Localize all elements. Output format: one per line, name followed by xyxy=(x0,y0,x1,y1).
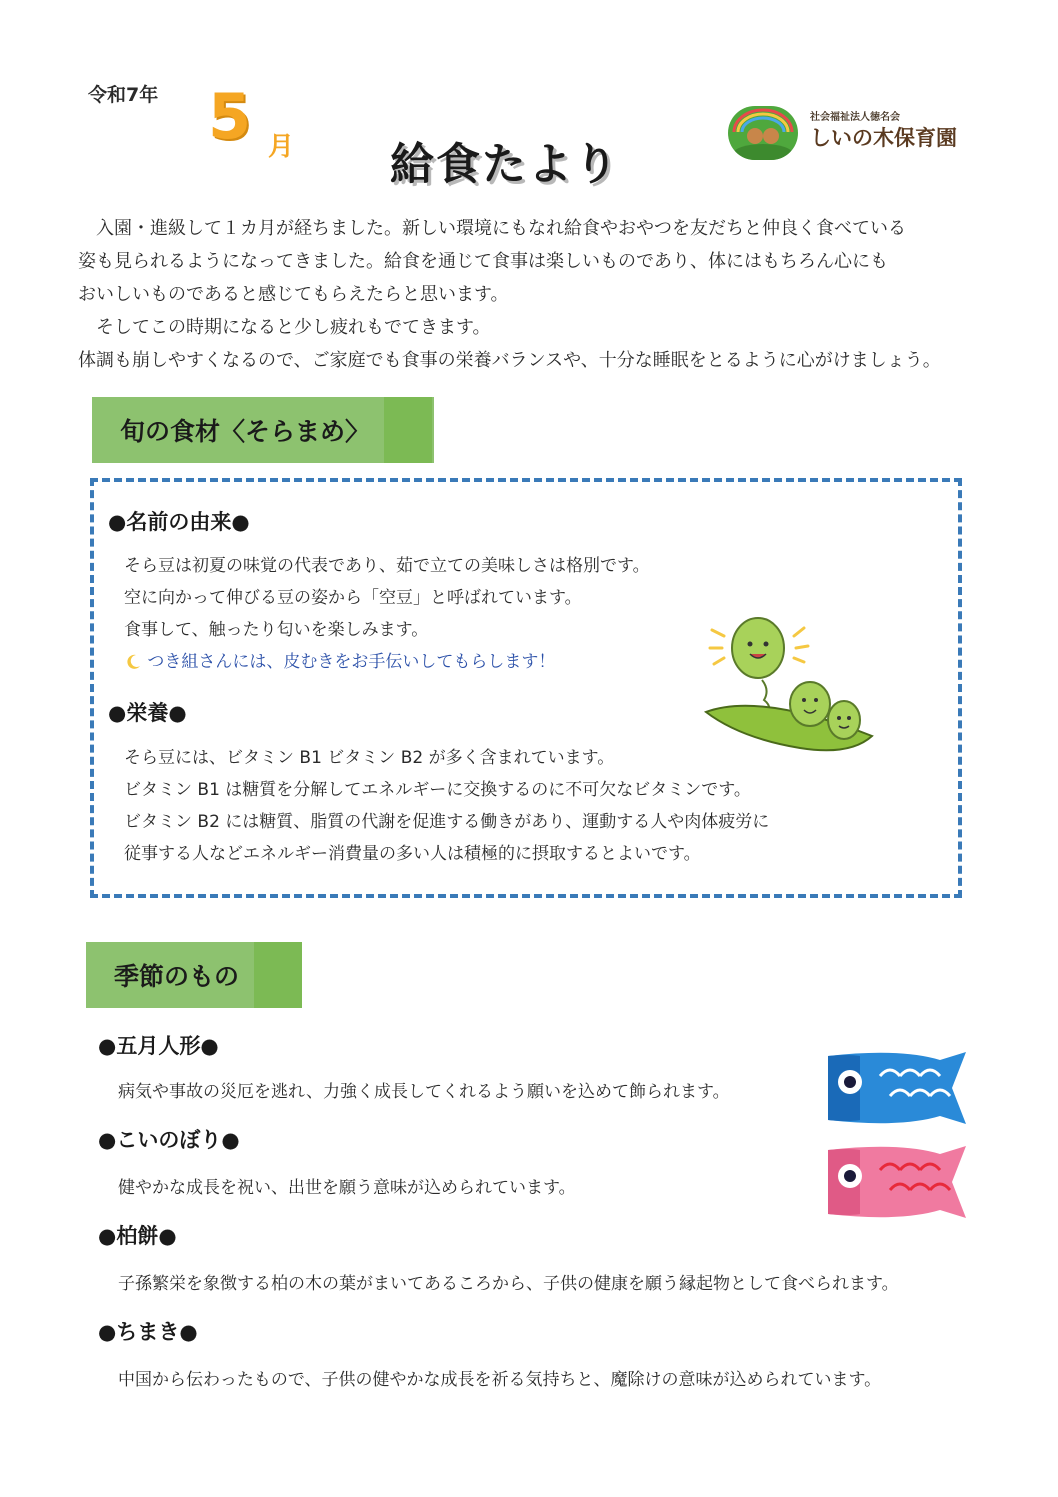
section-heading-seasonal xyxy=(86,942,302,1008)
origin-text xyxy=(124,550,650,678)
note-line xyxy=(124,646,650,678)
intro-line: そしてこの時期になると少し疲れもでてきます。 xyxy=(78,317,491,338)
section-heading-text: 季節のもの xyxy=(114,962,240,991)
nutrition-title: ●栄養● xyxy=(108,701,187,725)
fava-bean-illustration xyxy=(700,608,880,768)
org-name: 社会福祉法人徳名会 xyxy=(810,112,900,123)
origin-line: 食事して、触ったり匂いを楽しみます。 xyxy=(124,620,429,640)
nursery-logo xyxy=(728,106,958,160)
section-heading-text: 旬の食材〈そらまめ〉 xyxy=(120,417,371,446)
month-number: 5 xyxy=(208,80,252,153)
item-title-chimaki: ●ちまき● xyxy=(98,1320,198,1344)
item-title-koinobori: ●こいのぼり● xyxy=(98,1128,240,1152)
nutrition-line: 従事する人などエネルギー消費量の多い人は積極的に摂取するとよいです。 xyxy=(124,844,701,864)
item-title-gogatsu-ningyo: ●五月人形● xyxy=(98,1034,219,1058)
item-text-gogatsu-ningyo: 病気や事故の災厄を逃れ、力強く成長してくれるよう願いを込めて飾られます。 xyxy=(118,1082,730,1102)
nutrition-line: ビタミン B1 は糖質を分解してエネルギーに交換するのに不可欠なビタミンです。 xyxy=(124,780,751,800)
intro-line: 姿も見られるようになってきました。給食を通じて食事は楽しいものであり、体にはもちろん心にも xyxy=(78,251,888,272)
note-text: つき組さんには、皮むきをお手伝いしてもらします！ xyxy=(147,652,556,672)
item-text-chimaki: 中国から伝わったもので、子供の健やかな成長を祈る気持ちと、魔除けの意味が込められています。 xyxy=(118,1370,882,1390)
crescent-moon-icon xyxy=(124,653,142,669)
item-text-kashiwamochi: 子孫繁栄を象徴する柏の木の葉がまいてあるころから、子供の健康を願う縁起物として食べられます。 xyxy=(118,1274,899,1294)
koinobori-blue-icon xyxy=(820,1046,970,1132)
month-unit: 月 xyxy=(268,132,295,162)
logo-emblem-icon xyxy=(728,106,798,160)
section-heading-ingredient xyxy=(92,397,434,463)
item-text-koinobori: 健やかな成長を祝い、出世を願う意味が込められています。 xyxy=(118,1178,576,1198)
nutrition-text xyxy=(124,742,769,870)
intro-line: おいしいものであると感じてもらえたらと思います。 xyxy=(78,284,509,305)
page-title: 給食たより xyxy=(390,139,620,190)
origin-line: そら豆は初夏の味覚の代表であり、茹で立ての美味しさは格別です。 xyxy=(124,556,650,576)
intro-line: 体調も崩しやすくなるので、ご家庭でも食事の栄養バランスや、十分な睡眠をとるように心がけましょう。 xyxy=(78,350,941,371)
origin-title: ●名前の由来● xyxy=(108,510,250,534)
era-label: 令和7年 xyxy=(88,84,159,106)
origin-line: 空に向かって伸びる豆の姿から「空豆」と呼ばれています。 xyxy=(124,588,582,608)
school-name: しいの木保育園 xyxy=(810,126,957,150)
item-title-kashiwamochi: ●柏餅● xyxy=(98,1224,177,1248)
koinobori-pink-icon xyxy=(820,1140,970,1226)
nutrition-line: ビタミン B2 には糖質、脂質の代謝を促進する働きがあり、運動する人や肉体疲労に xyxy=(124,812,770,832)
intro-line: 入園・進級して１カ月が経ちました。新しい環境にもなれ給食やおやつを友だちと仲良く食べている xyxy=(78,218,906,239)
intro-text xyxy=(78,212,978,377)
nutrition-line: そら豆には、ビタミン B1 ビタミン B2 が多く含まれています。 xyxy=(124,748,615,768)
